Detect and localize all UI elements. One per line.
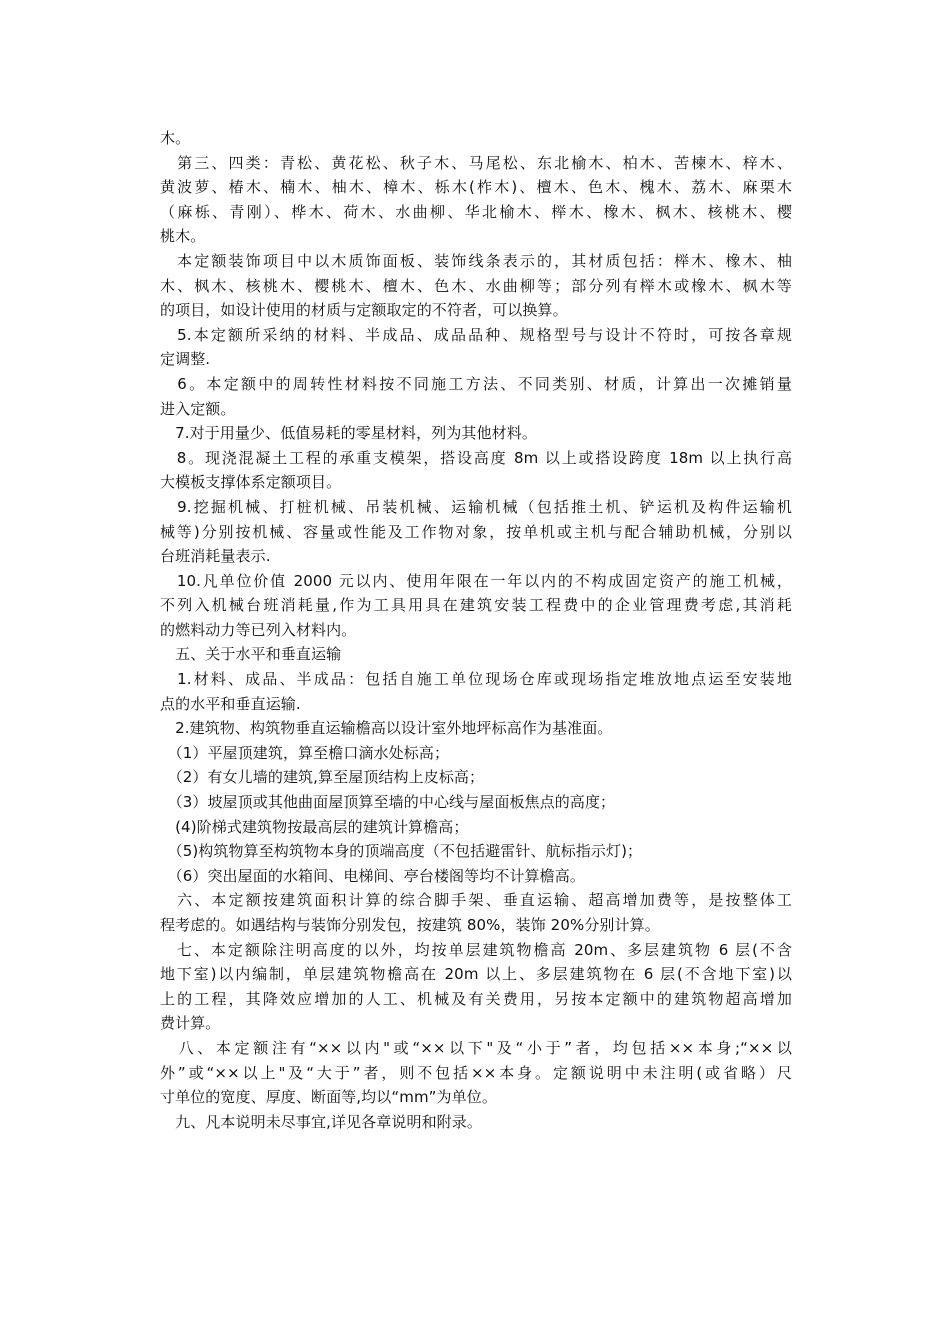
text-line: 费计算。 — [160, 1014, 221, 1033]
text-line: 寸单位的宽度、厚度、断面等,均以“mm”为单位。 — [160, 1088, 497, 1107]
text-line: 九、凡本说明未尽事宜,详见各章说明和附录。 — [160, 1112, 482, 1131]
text-line: 台班消耗量表示. — [160, 547, 271, 566]
text-line: 程考虑的。如遇结构与装饰分别发包，按建筑 80%，装饰 20%分别计算。 — [160, 916, 660, 934]
text-line: 7.对于用量少、低值易耗的零星材料，列为其他材料。 — [160, 424, 537, 443]
text-line: 外”或“××以上"及“大于”者，则不包括××本身。定额说明中未注明(或省略）尺 — [160, 1063, 792, 1082]
list-item: （2）有女儿墙的建筑,算至屋顶结构上皮标高； — [160, 768, 485, 787]
list-item: （3）坡屋顶或其他曲面屋顶算至墙的中心线与屋面板焦点的高度； — [160, 793, 616, 812]
text-line: 木、枫木、核桃木、樱桃木、檀木、色木、水曲柳等；部分列有榉木或橡木、枫木等 — [160, 276, 792, 295]
text-line: 第三、四类：青松、黄花松、秋子木、马尾松、东北榆木、柏木、苦楝木、梓木、 — [160, 153, 792, 172]
text-line: 的项目，如设计使用的材质与定额取定的不符者，可以换算。 — [160, 301, 568, 320]
text-line: 进入定额。 — [160, 399, 236, 418]
text-line: 5.本定额所采纳的材料、半成品、成品品种、规格型号与设计不符时，可按各章规 — [160, 325, 792, 344]
section-heading: 五、关于水平和垂直运输 — [160, 645, 342, 664]
text-line: 上的工程，其降效应增加的人工、机械及有关费用，另按本定额中的建筑物超高增加 — [160, 989, 792, 1008]
text-line: 定调整. — [160, 350, 211, 369]
list-item: （1）平屋顶建筑，算至檐口滴水处标高； — [160, 743, 450, 762]
list-item: (4)阶梯式建筑物按最高层的建筑计算檐高； — [160, 817, 469, 836]
text-line: 的燃料动力等已列入材料内。 — [160, 620, 357, 639]
text-line: 大模板支撑体系定额项目。 — [160, 473, 342, 492]
text-line: 六、本定额按建筑面积计算的综合脚手架、垂直运输、超高增加费等，是按整体工 — [160, 891, 792, 910]
text-line: 6。本定额中的周转性材料按不同施工方法、不同类别、材质，计算出一次摊销量 — [160, 374, 792, 393]
text-line: 不列入机械台班消耗量,作为工具用具在建筑安装工程费中的企业管理费考虑,其消耗 — [160, 596, 792, 615]
text-line: 8。现浇混凝土工程的承重支模架，搭设高度 8m 以上或搭设跨度 18m 以上执行高 — [160, 448, 792, 467]
text-line: 七、本定额除注明高度的以外，均按单层建筑物檐高 20m、多层建筑物 6 层(不含 — [160, 940, 792, 959]
text-line: 9.挖掘机械、打桩机械、吊装机械、运输机械（包括推土机、铲运机及构件运输机 — [160, 497, 792, 516]
text-line: （麻栎、青刚）、桦木、荷木、水曲柳、华北榆木、榉木、橡木、枫木、核桃木、樱 — [160, 202, 792, 221]
text-line: 木。 — [160, 129, 191, 147]
text-line: 2.建筑物、构筑物垂直运输檐高以设计室外地坪标高作为基准面。 — [160, 719, 613, 738]
text-line: 1.材料、成品、半成品：包括自施工单位现场仓库或现场指定堆放地点运至安装地 — [160, 670, 792, 689]
document-body — [160, 126, 792, 1134]
text-line: 10.凡单位价值 2000 元以内、使用年限在一年以内的不构成固定资产的施工机械， — [160, 571, 792, 590]
text-line: 点的水平和垂直运输. — [160, 694, 301, 713]
text-line: 地下室)以内编制，单层建筑物檐高在 20m 以上、多层建筑物在 6 层(不含地下室)以 — [160, 965, 792, 984]
list-item: （6）突出屋面的水箱间、电梯间、亭台楼阁等均不计算檐高。 — [160, 866, 585, 885]
text-line: 八、本定额注有“××以内"或“××以下"及“小于”者，均包括××本身;“××以 — [160, 1038, 792, 1057]
list-item: （5)构筑物算至构筑物本身的顶端高度（不包括避雷针、航标指示灯)； — [160, 842, 643, 861]
text-line: 黄波萝、椿木、楠木、柚木、樟木、栎木(柞木)、檀木、色木、槐木、荔木、麻栗木 — [160, 178, 792, 197]
text-line: 桃木。 — [160, 227, 206, 246]
text-line: 本定额装饰项目中以木质饰面板、装饰线条表示的，其材质包括：榉木、橡木、柚 — [160, 251, 792, 270]
text-line: 械等)分别按机械、容量或性能及工作物对象，按单机或主机与配合辅助机械，分别以 — [160, 522, 792, 541]
